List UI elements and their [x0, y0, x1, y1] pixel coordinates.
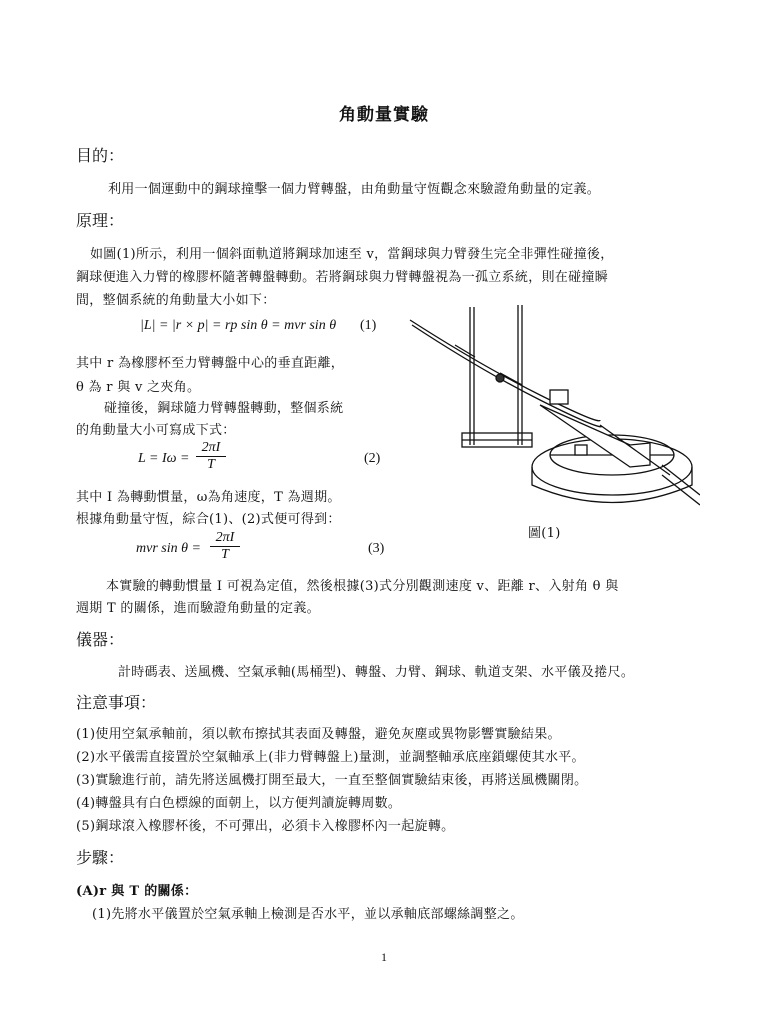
- notes-heading: 注意事項：: [76, 693, 157, 712]
- equation-2-fraction: [196, 440, 226, 473]
- apparatus-figure: [400, 295, 700, 525]
- equation-3-denominator: T: [210, 546, 240, 563]
- equation-1-number: (1): [360, 318, 377, 333]
- principle-line-3: 間，整個系統的角動量大小如下：: [76, 293, 276, 308]
- equation-2-numerator: 2πI: [201, 440, 221, 455]
- purpose-text: 利用一個運動中的鋼球撞擊一個力臂轉盤，由角動量守恆觀念來驗證角動量的定義。: [108, 182, 601, 197]
- after-eq1-line-4: 的角動量大小可寫成下式：: [76, 423, 236, 438]
- apparatus-text: 計時碼表、送風機、空氣承軸(馬桶型)、轉盤、力臂、鋼球、軌道支架、水平儀及捲尺。: [118, 665, 635, 680]
- apparatus-heading: 儀器：: [76, 630, 125, 649]
- purpose-heading: 目的：: [76, 146, 125, 165]
- conclusion-line-2: 週期 T 的關係，進而驗證角動量的定義。: [76, 601, 320, 616]
- note-3: (3)實驗進行前，請先將送風機打開至最大，一直至整個實驗結束後，再將送風機關閉。: [76, 773, 588, 788]
- equation-1: |L| = |r × p| = rp sin θ = mvr sin θ: [140, 318, 337, 333]
- equation-3-lhs: mvr sin θ =: [136, 541, 201, 556]
- equation-3-numerator: 2πI: [215, 530, 235, 545]
- step-a-1: (1)先將水平儀置於空氣承軸上檢測是否水平，並以承軸底部螺絲調整之。: [92, 907, 524, 922]
- equation-2-lhs: L = Iω =: [138, 451, 190, 466]
- equation-2-number: (2): [364, 451, 381, 466]
- note-1: (1)使用空氣承軸前，須以軟布擦拭其表面及轉盤，避免灰塵或異物影響實驗結果。: [76, 727, 561, 742]
- after-eq2-line-2: 根據角動量守恆，綜合(1)、(2)式便可得到：: [76, 512, 341, 527]
- note-2: (2)水平儀需直接置於空氣軸承上(非力臂轉盤上)量測，並調整軸承底座鎖螺使其水平。: [76, 750, 585, 765]
- page-number: 1: [381, 950, 387, 964]
- conclusion-line-1: 本實驗的轉動慣量 I 可視為定值，然後根據(3)式分別觀測速度 v、距離 r、入射角 θ 與: [106, 579, 619, 594]
- after-eq2-line-1: 其中 I 為轉動慣量，ω為角速度，T 為週期。: [76, 490, 341, 505]
- steps-heading: 步驟：: [76, 848, 125, 867]
- equation-3-fraction: [210, 530, 240, 563]
- note-5: (5)鋼球滾入橡膠杯後，不可彈出，必須卡入橡膠杯內一起旋轉。: [76, 819, 455, 834]
- equation-3-number: (3): [368, 541, 385, 556]
- note-4: (4)轉盤具有白色標線的面朝上，以方便判讀旋轉周數。: [76, 796, 402, 811]
- after-eq1-line-3: 碰撞後，鋼球隨力臂轉盤轉動，整個系統: [104, 401, 344, 416]
- after-eq1-line-2: θ 為 r 與 v 之夾角。: [76, 380, 201, 395]
- equation-2-denominator: T: [196, 456, 226, 473]
- page-title: 角動量實驗: [339, 105, 429, 125]
- step-a-heading: (A)r 與 T 的關係：: [76, 884, 198, 899]
- principle-line-2: 鋼球便進入力臂的橡膠杯隨著轉盤轉動。若將鋼球與力臂轉盤視為一孤立系統，則在碰撞瞬: [76, 270, 609, 285]
- figure-caption: 圖(1): [528, 526, 561, 541]
- principle-heading: 原理：: [76, 211, 125, 230]
- after-eq1-line-1: 其中 r 為橡膠杯至力臂轉盤中心的垂直距離，: [76, 356, 345, 371]
- principle-line-1: 如圖(1)所示，利用一個斜面軌道將鋼球加速至 v，當鋼球與力臂發生完全非彈性碰撞後，: [90, 247, 614, 262]
